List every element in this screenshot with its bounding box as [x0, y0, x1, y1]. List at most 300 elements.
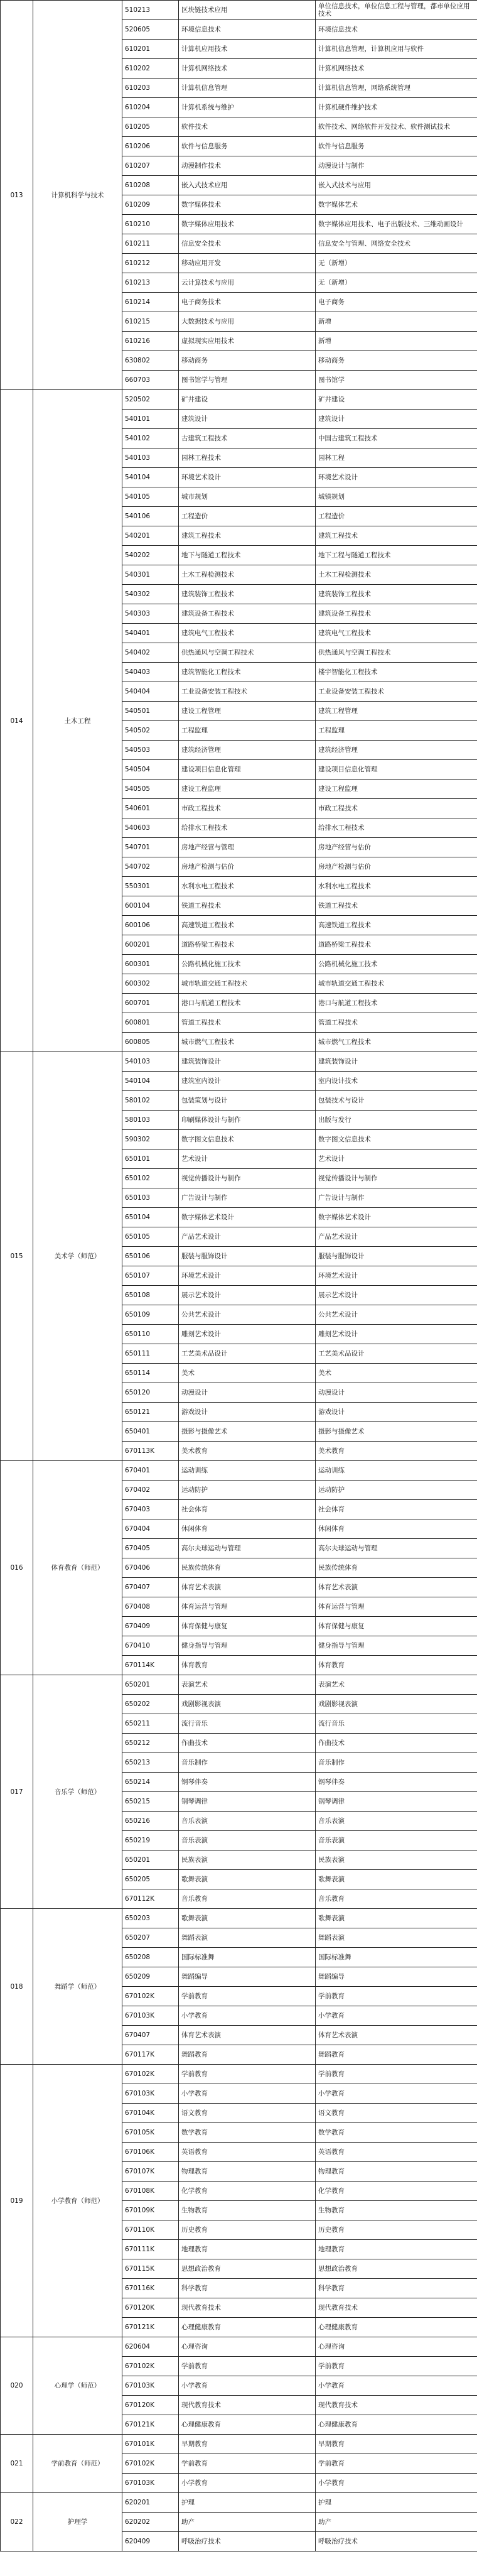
major-name: 印刷媒体设计与制作 — [179, 1111, 316, 1130]
related-major: 包装技术与设计 — [316, 1091, 477, 1111]
group-name: 音乐学（师范） — [33, 1675, 122, 1909]
major-code: 600301 — [122, 955, 179, 974]
related-major: 小学教育 — [316, 2006, 477, 2026]
major-name: 道路桥梁工程技术 — [179, 935, 316, 955]
major-code: 550301 — [122, 877, 179, 896]
related-major: 建筑设备工程技术 — [316, 604, 477, 624]
related-major: 水利水电工程技术 — [316, 877, 477, 896]
major-code: 540103 — [122, 1052, 179, 1072]
related-major: 环境艺术设计 — [316, 1266, 477, 1286]
related-major: 体育保健与康复 — [316, 1617, 477, 1636]
related-major: 民族表演 — [316, 1850, 477, 1870]
major-table-body — [1, 1, 477, 2552]
major-name: 摄影与摄像艺术 — [179, 1422, 316, 1442]
major-name: 移动商务 — [179, 351, 316, 371]
major-code: 670102K — [122, 1987, 179, 2006]
major-code: 610215 — [122, 312, 179, 332]
related-major: 休闲体育 — [316, 1519, 477, 1539]
major-code: 670111K — [122, 2240, 179, 2259]
major-name: 产品艺术设计 — [179, 1227, 316, 1247]
major-code: 630802 — [122, 351, 179, 371]
related-major: 现代教育技术 — [316, 2298, 477, 2318]
related-major: 体育教育 — [316, 1656, 477, 1675]
related-major: 运动防护 — [316, 1481, 477, 1500]
major-name: 歌舞表演 — [179, 1909, 316, 1928]
major-name: 建筑经济管理 — [179, 741, 316, 760]
major-code: 650101 — [122, 1149, 179, 1169]
related-major: 室内设计技术 — [316, 1072, 477, 1091]
major-code: 540402 — [122, 643, 179, 663]
major-code: 650215 — [122, 1792, 179, 1812]
major-name: 建筑设备工程技术 — [179, 604, 316, 624]
major-name: 社会体育 — [179, 1500, 316, 1519]
major-name: 古建筑工程技术 — [179, 429, 316, 448]
major-code: 670109K — [122, 2201, 179, 2220]
related-major: 建筑装饰工程技术 — [316, 585, 477, 604]
major-name: 供热通风与空调工程技术 — [179, 643, 316, 663]
major-name: 现代教育技术 — [179, 2298, 316, 2318]
major-code: 650212 — [122, 1734, 179, 1753]
table-row — [1, 1, 477, 20]
major-code: 540202 — [122, 546, 179, 565]
major-code: 600302 — [122, 974, 179, 994]
related-major: 城市燃气工程技术 — [316, 1033, 477, 1052]
major-code: 540502 — [122, 721, 179, 741]
major-name: 呼吸治疗技术 — [179, 2532, 316, 2552]
major-name: 学前教育 — [179, 2065, 316, 2084]
table-row — [1, 2435, 477, 2454]
major-code: 670108K — [122, 2182, 179, 2201]
related-major: 钢琴伴奏 — [316, 1773, 477, 1792]
major-name: 数字媒体技术 — [179, 195, 316, 215]
major-code: 540303 — [122, 604, 179, 624]
major-code: 650209 — [122, 1967, 179, 1987]
related-major: 作曲技术 — [316, 1734, 477, 1753]
related-major: 早期教育 — [316, 2435, 477, 2454]
related-major: 运动训练 — [316, 1461, 477, 1481]
major-code: 650203 — [122, 1909, 179, 1928]
related-major: 流行音乐 — [316, 1714, 477, 1734]
major-code: 650201 — [122, 1675, 179, 1695]
major-name: 建设工程管理 — [179, 702, 316, 721]
major-name: 广告设计与制作 — [179, 1188, 316, 1208]
related-major: 钢琴调律 — [316, 1792, 477, 1812]
related-major: 新增 — [316, 332, 477, 351]
related-major: 学前教育 — [316, 1987, 477, 2006]
table-row — [1, 1052, 477, 1072]
related-major: 音乐教育 — [316, 1889, 477, 1909]
major-code: 670101K — [122, 2435, 179, 2454]
major-code: 670120K — [122, 2298, 179, 2318]
related-major: 市政工程技术 — [316, 799, 477, 818]
related-major: 心理健康教育 — [316, 2415, 477, 2435]
major-name: 钢琴伴奏 — [179, 1773, 316, 1792]
major-code: 670102K — [122, 2454, 179, 2474]
major-code: 600801 — [122, 1013, 179, 1033]
related-major: 新增 — [316, 312, 477, 332]
major-code: 540104 — [122, 468, 179, 487]
major-name: 学前教育 — [179, 2454, 316, 2474]
related-major: 软件与信息服务 — [316, 137, 477, 156]
related-major: 广告设计与制作 — [316, 1188, 477, 1208]
major-name: 歌舞表演 — [179, 1870, 316, 1889]
major-code: 600104 — [122, 896, 179, 916]
table-row — [1, 1909, 477, 1928]
major-name: 生物教育 — [179, 2201, 316, 2220]
related-major: 小学教育 — [316, 2376, 477, 2396]
related-major: 思想政治教育 — [316, 2259, 477, 2279]
major-name: 建设工程监理 — [179, 780, 316, 799]
related-major: 数学教育 — [316, 2123, 477, 2143]
related-major: 舞蹈表演 — [316, 1928, 477, 1948]
major-code: 670401 — [122, 1461, 179, 1481]
major-name: 体育运营与管理 — [179, 1597, 316, 1617]
major-name: 大数据技术与应用 — [179, 312, 316, 332]
related-major: 服装与服饰设计 — [316, 1247, 477, 1266]
related-major: 动漫设计与制作 — [316, 156, 477, 176]
major-code: 670407 — [122, 1578, 179, 1597]
major-name: 工程监理 — [179, 721, 316, 741]
table-row — [1, 2493, 477, 2513]
major-code: 610204 — [122, 98, 179, 117]
group-number: 021 — [1, 2435, 33, 2493]
major-code: 540103 — [122, 448, 179, 468]
major-name: 语文教育 — [179, 2104, 316, 2123]
related-major: 小学教育 — [316, 2474, 477, 2493]
related-major: 建筑工程技术 — [316, 526, 477, 546]
group-name: 土木工程 — [33, 390, 122, 1052]
related-major: 社会体育 — [316, 1500, 477, 1519]
major-name: 护理 — [179, 2493, 316, 2513]
major-name: 给排水工程技术 — [179, 818, 316, 838]
major-name: 小学教育 — [179, 2376, 316, 2396]
related-major: 计算机信息管理，计算机应用与软件 — [316, 40, 477, 59]
major-code: 670102K — [122, 2065, 179, 2084]
major-code: 670103K — [122, 2006, 179, 2026]
table-row — [1, 390, 477, 410]
major-code: 540201 — [122, 526, 179, 546]
related-major: 助产 — [316, 2513, 477, 2532]
related-major: 建设工程监理 — [316, 780, 477, 799]
related-major: 舞蹈编导 — [316, 1967, 477, 1987]
major-code: 510213 — [122, 1, 179, 20]
related-major: 艺术设计 — [316, 1149, 477, 1169]
major-name: 助产 — [179, 2513, 316, 2532]
major-name: 现代教育技术 — [179, 2396, 316, 2415]
major-code: 610201 — [122, 40, 179, 59]
major-code: 650208 — [122, 1948, 179, 1967]
table-row — [1, 2337, 477, 2357]
major-name: 音乐教育 — [179, 1889, 316, 1909]
major-code: 650121 — [122, 1403, 179, 1422]
major-code: 670103K — [122, 2084, 179, 2104]
major-name: 体育保健与康复 — [179, 1617, 316, 1636]
major-name: 建筑电气工程技术 — [179, 624, 316, 643]
major-name: 数字图文信息技术 — [179, 1130, 316, 1149]
major-name: 运动训练 — [179, 1461, 316, 1481]
related-major: 房地产经营与估价 — [316, 838, 477, 857]
major-code: 610203 — [122, 79, 179, 98]
major-code: 670104K — [122, 2104, 179, 2123]
related-major: 摄影与摄像艺术 — [316, 1422, 477, 1442]
major-code: 540106 — [122, 507, 179, 526]
major-code: 670410 — [122, 1636, 179, 1656]
related-major: 图书馆学 — [316, 371, 477, 390]
major-code: 610210 — [122, 215, 179, 234]
major-code: 520502 — [122, 390, 179, 410]
major-name: 铁道工程技术 — [179, 896, 316, 916]
major-code: 670107K — [122, 2162, 179, 2182]
major-code: 670103K — [122, 2474, 179, 2493]
related-major: 视觉传播设计与制作 — [316, 1169, 477, 1188]
major-code: 590302 — [122, 1130, 179, 1149]
group-number: 017 — [1, 1675, 33, 1909]
major-code: 650401 — [122, 1422, 179, 1442]
related-major: 城市轨道交通工程技术 — [316, 974, 477, 994]
major-name: 流行音乐 — [179, 1714, 316, 1734]
major-code: 670103K — [122, 2376, 179, 2396]
major-code: 650104 — [122, 1208, 179, 1227]
major-name: 运动防护 — [179, 1481, 316, 1500]
major-code: 540401 — [122, 624, 179, 643]
related-major: 学前教育 — [316, 2454, 477, 2474]
major-name: 体育艺术表演 — [179, 1578, 316, 1597]
major-name: 数字媒体应用技术 — [179, 215, 316, 234]
major-name: 舞蹈编导 — [179, 1967, 316, 1987]
related-major: 数字媒体应用技术、电子出版技术、三维动画设计 — [316, 215, 477, 234]
major-name: 体育艺术表演 — [179, 2026, 316, 2045]
major-code: 670114K — [122, 1656, 179, 1675]
major-name: 心理健康教育 — [179, 2415, 316, 2435]
related-major: 体育艺术表演 — [316, 2026, 477, 2045]
related-major: 数字媒体艺术 — [316, 195, 477, 215]
table-row — [1, 2065, 477, 2084]
major-name: 学前教育 — [179, 2357, 316, 2376]
major-code: 580102 — [122, 1091, 179, 1111]
major-name: 动漫制作技术 — [179, 156, 316, 176]
major-name: 美术 — [179, 1364, 316, 1383]
major-name: 心理健康教育 — [179, 2318, 316, 2337]
major-code: 540601 — [122, 799, 179, 818]
major-code: 660703 — [122, 371, 179, 390]
major-code: 670406 — [122, 1558, 179, 1578]
major-name: 园林工程技术 — [179, 448, 316, 468]
major-code: 670403 — [122, 1500, 179, 1519]
related-major: 高尔夫球运动与管理 — [316, 1539, 477, 1558]
major-name: 移动应用开发 — [179, 254, 316, 273]
related-major: 工业设备安装工程技术 — [316, 682, 477, 702]
major-name: 小学教育 — [179, 2006, 316, 2026]
related-major: 嵌入式技术与应用 — [316, 176, 477, 195]
major-code: 650213 — [122, 1753, 179, 1773]
major-name: 区块链技术应用 — [179, 1, 316, 20]
major-name: 工艺美术品设计 — [179, 1344, 316, 1364]
major-name: 舞蹈教育 — [179, 2045, 316, 2065]
related-major: 歌舞表演 — [316, 1870, 477, 1889]
major-name: 动漫设计 — [179, 1383, 316, 1403]
major-code: 580103 — [122, 1111, 179, 1130]
group-name: 计算机科学与技术 — [33, 1, 122, 390]
major-name: 计算机网络技术 — [179, 59, 316, 79]
related-major: 历史教育 — [316, 2220, 477, 2240]
major-code: 670102K — [122, 2357, 179, 2376]
major-name: 艺术设计 — [179, 1149, 316, 1169]
related-major: 物理教育 — [316, 2162, 477, 2182]
major-name: 视觉传播设计与制作 — [179, 1169, 316, 1188]
major-name: 休闲体育 — [179, 1519, 316, 1539]
group-name: 体育教育（师范） — [33, 1461, 122, 1675]
major-name: 高速铁道工程技术 — [179, 916, 316, 935]
major-name: 计算机信息管理 — [179, 79, 316, 98]
major-name: 音乐表演 — [179, 1831, 316, 1850]
major-code: 600106 — [122, 916, 179, 935]
related-major: 建筑工程管理 — [316, 702, 477, 721]
major-name: 钢琴调律 — [179, 1792, 316, 1812]
major-name: 数学教育 — [179, 2123, 316, 2143]
major-code: 650214 — [122, 1773, 179, 1792]
major-name: 物理教育 — [179, 2162, 316, 2182]
major-code: 670106K — [122, 2143, 179, 2162]
major-name: 地理教育 — [179, 2240, 316, 2259]
major-name: 包装策划与设计 — [179, 1091, 316, 1111]
major-code: 610216 — [122, 332, 179, 351]
major-name: 城市规划 — [179, 487, 316, 507]
related-major: 中国古建筑工程技术 — [316, 429, 477, 448]
major-code: 540105 — [122, 487, 179, 507]
major-code: 670115K — [122, 2259, 179, 2279]
major-code: 670404 — [122, 1519, 179, 1539]
major-code: 610209 — [122, 195, 179, 215]
major-code: 620202 — [122, 2513, 179, 2532]
related-major: 学前教育 — [316, 2357, 477, 2376]
major-code: 670407 — [122, 2026, 179, 2045]
major-name: 雕刻艺术设计 — [179, 1325, 316, 1344]
major-code: 600805 — [122, 1033, 179, 1052]
major-code: 670121K — [122, 2415, 179, 2435]
major-code: 670117K — [122, 2045, 179, 2065]
major-name: 房地产经营与管理 — [179, 838, 316, 857]
related-major: 学前教育 — [316, 2065, 477, 2084]
major-name: 早期教育 — [179, 2435, 316, 2454]
major-code: 650216 — [122, 1812, 179, 1831]
related-major: 雕刻艺术设计 — [316, 1325, 477, 1344]
related-major: 计算机网络技术 — [316, 59, 477, 79]
major-code: 540701 — [122, 838, 179, 857]
major-name: 港口与航道工程技术 — [179, 994, 316, 1013]
related-major: 城镇规划 — [316, 487, 477, 507]
related-major: 国际标准舞 — [316, 1948, 477, 1967]
major-name: 音乐表演 — [179, 1812, 316, 1831]
related-major: 港口与航道工程技术 — [316, 994, 477, 1013]
related-major: 土木工程检测技术 — [316, 565, 477, 585]
related-major: 供热通风与空调工程技术 — [316, 643, 477, 663]
related-major: 公路机械化施工技术 — [316, 955, 477, 974]
related-major: 地下工程与隧道工程技术 — [316, 546, 477, 565]
related-major: 小学教育 — [316, 2084, 477, 2104]
group-number: 020 — [1, 2337, 33, 2435]
related-major: 工艺美术品设计 — [316, 1344, 477, 1364]
major-code: 650202 — [122, 1695, 179, 1714]
major-code: 650219 — [122, 1831, 179, 1850]
group-name: 美术学（师范） — [33, 1052, 122, 1461]
major-code: 610207 — [122, 156, 179, 176]
major-code: 540404 — [122, 682, 179, 702]
major-name: 服装与服饰设计 — [179, 1247, 316, 1266]
major-name: 房地产检测与估价 — [179, 857, 316, 877]
related-major: 美术 — [316, 1364, 477, 1383]
related-major: 无（新增） — [316, 254, 477, 273]
table-row — [1, 1675, 477, 1695]
related-major: 心理健康教育 — [316, 2318, 477, 2337]
related-major: 体育艺术表演 — [316, 1578, 477, 1597]
major-code: 650107 — [122, 1266, 179, 1286]
related-major: 铁道工程技术 — [316, 896, 477, 916]
major-name: 表演艺术 — [179, 1675, 316, 1695]
major-name: 信息安全技术 — [179, 234, 316, 254]
major-code: 520605 — [122, 20, 179, 40]
major-code: 670408 — [122, 1597, 179, 1617]
major-code: 610213 — [122, 273, 179, 293]
related-major: 移动商务 — [316, 351, 477, 371]
major-code: 540603 — [122, 818, 179, 838]
major-name: 电子商务技术 — [179, 293, 316, 312]
major-code: 650108 — [122, 1286, 179, 1305]
related-major: 工程造价 — [316, 507, 477, 526]
related-major: 动漫设计 — [316, 1383, 477, 1403]
major-name: 环境艺术设计 — [179, 468, 316, 487]
major-code: 650106 — [122, 1247, 179, 1266]
major-code: 670405 — [122, 1539, 179, 1558]
major-code: 650205 — [122, 1870, 179, 1889]
major-code: 650103 — [122, 1188, 179, 1208]
major-code: 670120K — [122, 2396, 179, 2415]
major-name: 作曲技术 — [179, 1734, 316, 1753]
major-name: 科学教育 — [179, 2279, 316, 2298]
major-code: 610202 — [122, 59, 179, 79]
related-major: 音乐制作 — [316, 1753, 477, 1773]
related-major: 楼宇智能化工程技术 — [316, 663, 477, 682]
related-major: 音乐表演 — [316, 1812, 477, 1831]
major-code: 620604 — [122, 2337, 179, 2357]
major-name: 水利水电工程技术 — [179, 877, 316, 896]
major-name: 数字媒体艺术设计 — [179, 1208, 316, 1227]
major-code: 540702 — [122, 857, 179, 877]
major-name: 矿井建设 — [179, 390, 316, 410]
major-code: 670110K — [122, 2220, 179, 2240]
major-name: 嵌入式技术应用 — [179, 176, 316, 195]
major-code: 650102 — [122, 1169, 179, 1188]
major-code: 540102 — [122, 429, 179, 448]
group-name: 小学教育（师范） — [33, 2065, 122, 2337]
related-major: 表演艺术 — [316, 1675, 477, 1695]
major-code: 650201 — [122, 1850, 179, 1870]
major-name: 虚拟现实应用技术 — [179, 332, 316, 351]
major-name: 展示艺术设计 — [179, 1286, 316, 1305]
major-name: 民族表演 — [179, 1850, 316, 1870]
major-code: 610206 — [122, 137, 179, 156]
group-name: 学前教育（师范） — [33, 2435, 122, 2493]
related-major: 生物教育 — [316, 2201, 477, 2220]
group-number: 014 — [1, 390, 33, 1052]
major-code: 670105K — [122, 2123, 179, 2143]
major-code: 620201 — [122, 2493, 179, 2513]
related-major: 建筑设计 — [316, 410, 477, 429]
group-number: 018 — [1, 1909, 33, 2065]
major-name: 软件技术 — [179, 117, 316, 137]
major-code: 650114 — [122, 1364, 179, 1383]
table-row — [1, 1461, 477, 1481]
major-name: 环境信息技术 — [179, 20, 316, 40]
